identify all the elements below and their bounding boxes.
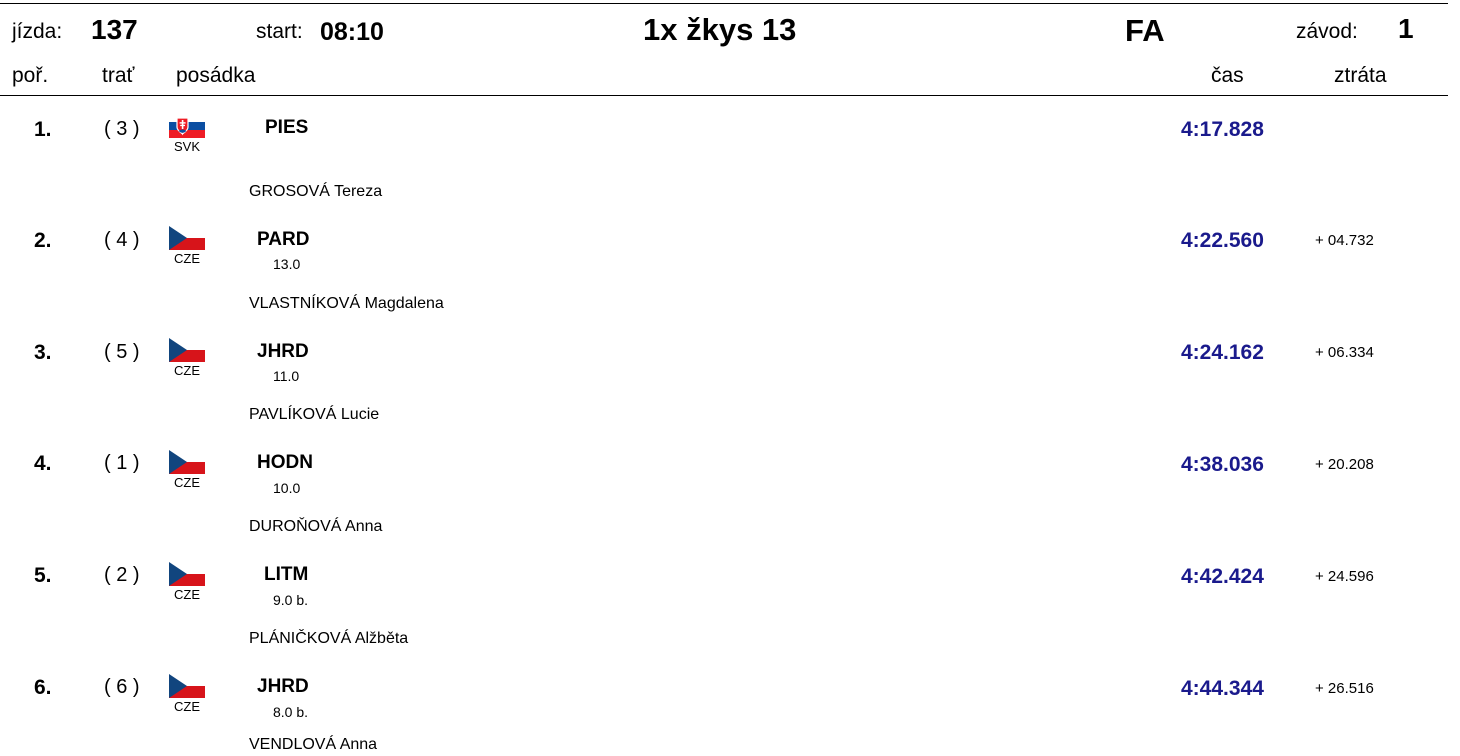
finish-time: 4:22.560 xyxy=(1181,229,1264,252)
time-loss: + 24.596 xyxy=(1315,568,1374,585)
time-loss: + 20.208 xyxy=(1315,456,1374,473)
svk-flag-icon xyxy=(169,114,205,138)
place: 4. xyxy=(34,452,52,475)
athlete-name: VENDLOVÁ Anna xyxy=(249,736,378,753)
time-loss: + 26.516 xyxy=(1315,680,1374,697)
header-rule xyxy=(0,95,1448,96)
points: 10.0 xyxy=(273,480,301,496)
points: 9.0 b. xyxy=(273,592,309,608)
cze-flag-icon xyxy=(169,562,205,586)
cze-flag-icon xyxy=(169,674,205,698)
finish-time: 4:44.344 xyxy=(1181,677,1264,700)
place: 3. xyxy=(34,341,52,364)
col-lane: trať xyxy=(102,64,135,87)
nation-code: CZE xyxy=(174,251,200,266)
lane: ( 1 ) xyxy=(104,452,140,474)
nation-code: CZE xyxy=(174,363,200,378)
start-label: start: xyxy=(256,20,303,43)
time-loss: + 04.732 xyxy=(1315,232,1374,249)
lane: ( 5 ) xyxy=(104,341,140,363)
col-time: čas xyxy=(1211,64,1244,87)
place: 6. xyxy=(34,676,52,699)
points: 11.0 xyxy=(273,368,300,384)
cze-flag-icon xyxy=(169,226,205,250)
athlete-name: PLÁNIČKOVÁ Alžběta xyxy=(249,630,409,647)
lane: ( 6 ) xyxy=(104,676,140,698)
race-number: 1 xyxy=(1398,13,1414,44)
club-code: LITM xyxy=(264,564,309,585)
points: 8.0 b. xyxy=(273,704,309,720)
lane: ( 2 ) xyxy=(104,564,140,586)
cze-flag-icon xyxy=(169,338,205,362)
col-loss: ztráta xyxy=(1334,64,1387,87)
athlete-name: VLASTNÍKOVÁ Magdalena xyxy=(249,295,444,312)
col-crew: posádka xyxy=(176,64,256,87)
heat-number: 137 xyxy=(91,14,138,45)
finish-time: 4:38.036 xyxy=(1181,453,1264,476)
heat-label: jízda: xyxy=(12,20,63,43)
final-label: FA xyxy=(1125,13,1165,48)
place: 1. xyxy=(34,118,52,141)
nation-code: CZE xyxy=(174,699,200,714)
club-code: PIES xyxy=(265,117,309,138)
athlete-name: DUROŇOVÁ Anna xyxy=(249,518,383,535)
place: 2. xyxy=(34,229,52,252)
col-place: poř. xyxy=(12,64,49,87)
race-label: závod: xyxy=(1296,20,1358,43)
lane: ( 4 ) xyxy=(104,229,140,251)
club-code: JHRD xyxy=(257,676,309,697)
club-code: HODN xyxy=(257,452,313,473)
place: 5. xyxy=(34,564,52,587)
top-rule xyxy=(0,3,1448,4)
finish-time: 4:42.424 xyxy=(1181,565,1264,588)
athlete-name: GROSOVÁ Tereza xyxy=(249,183,383,200)
nation-code: SVK xyxy=(174,139,201,154)
athlete-name: PAVLÍKOVÁ Lucie xyxy=(249,406,380,423)
time-loss: + 06.334 xyxy=(1315,344,1374,361)
cze-flag-icon xyxy=(169,450,205,474)
lane: ( 3 ) xyxy=(104,118,140,140)
points: 13.0 xyxy=(273,256,301,272)
finish-time: 4:17.828 xyxy=(1181,118,1264,141)
club-code: JHRD xyxy=(257,341,309,362)
start-time: 08:10 xyxy=(320,18,384,46)
club-code: PARD xyxy=(257,229,310,250)
event-title: 1x žkys 13 xyxy=(643,12,797,47)
nation-code: CZE xyxy=(174,587,200,602)
finish-time: 4:24.162 xyxy=(1181,341,1264,364)
nation-code: CZE xyxy=(174,475,200,490)
